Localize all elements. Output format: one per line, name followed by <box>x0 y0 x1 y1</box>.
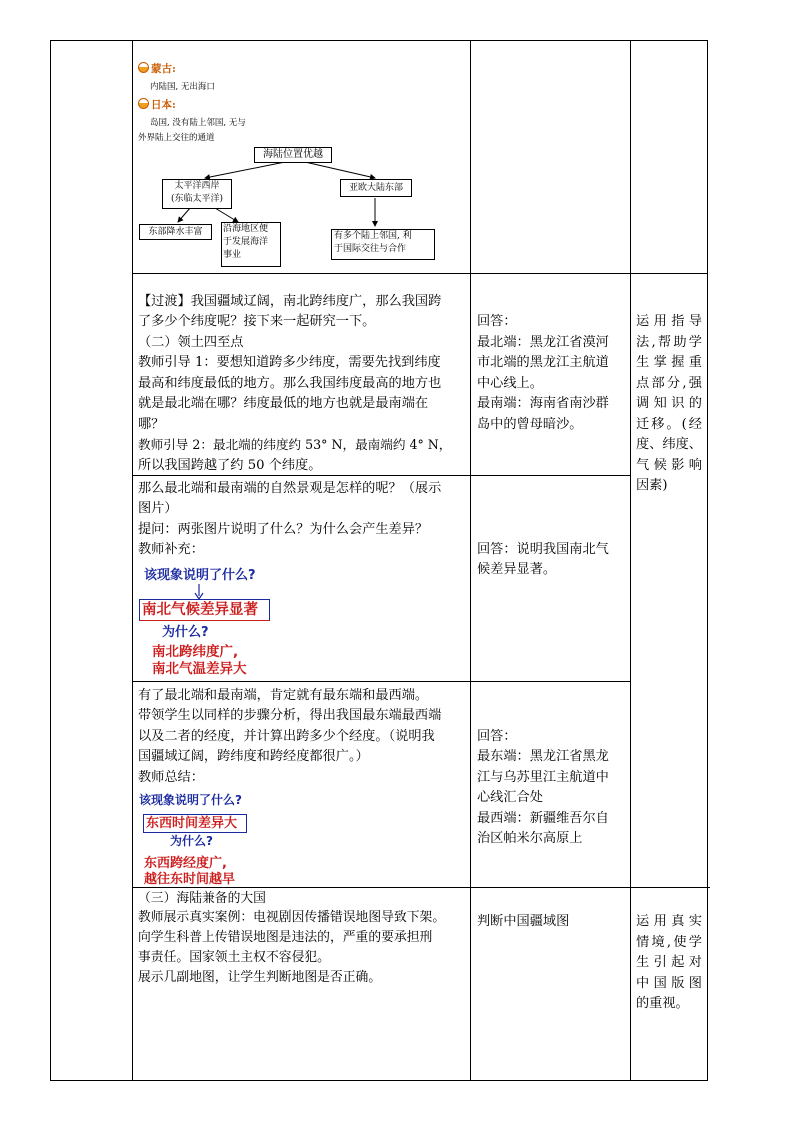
reason-line-2: 南北气温差异大 <box>152 661 247 677</box>
row-divider-3 <box>132 681 630 682</box>
text-line: 最西端：新疆维吾尔自 <box>477 811 609 826</box>
text-line: 治区帕米尔高原上 <box>477 831 583 846</box>
phenomenon-question: 该现象说明了什么? <box>144 568 256 583</box>
text-line: 岛中的曾母暗沙。 <box>477 417 583 432</box>
text-line: 中国版图 <box>636 975 702 991</box>
phenomenon-question: 该现象说明了什么? <box>139 793 242 807</box>
reason-line-2: 越往东时间越早 <box>144 872 236 887</box>
text-line: 【过渡】我国疆域辽阔，南北跨纬度广，那么我国跨 <box>138 294 442 309</box>
text-line: 所以我国跨越了约 50 个纬度。 <box>138 458 322 473</box>
text-line: 运用指导 <box>636 314 702 329</box>
diagram-leaf-precipitation: 东部降水丰富 <box>139 224 212 240</box>
text-line: 就是最北端在哪？纬度最低的地方也就是最南端在 <box>138 396 429 411</box>
text-line: 提问：两张图片说明了什么？为什么会产生差异？ <box>138 522 429 537</box>
text-line: 情境,使学 <box>636 934 702 950</box>
text-line: （三）海陆兼备的大国 <box>138 891 266 906</box>
text-line: 回答： <box>477 729 517 744</box>
text-line: 展示几副地图，让学生判断地图是否正确。 <box>138 970 382 985</box>
text-line: 调知识的 <box>636 396 702 411</box>
text-line: 最高和纬度最低的地方。那么我国纬度最高的地方也 <box>138 376 442 391</box>
japan-label: 日本: <box>138 98 176 112</box>
diagram-leaf-neighbors: 有多个陆上邻国, 利 于国际交往与合作 <box>331 229 435 260</box>
text-line: 教师补充： <box>138 542 204 557</box>
text-line: 教师引导 2：最北端的纬度约 53° N，最南端约 4° N， <box>138 437 452 452</box>
conclusion-box: 南北气候差异显著 <box>139 599 270 621</box>
row2-intent-text <box>636 312 702 497</box>
text-line: 教师总结： <box>138 770 204 785</box>
text-line: 回答： <box>477 314 517 329</box>
text-line: 法,帮助学 <box>636 334 702 350</box>
text-line: 带领学生以同样的步骤分析，得出我国最东端最西端 <box>138 708 442 723</box>
text-line: 江与乌苏里江主航道中 <box>477 770 609 785</box>
text-line: 中心线上。 <box>477 376 543 391</box>
diagram-root-node: 海陆位置优越 <box>254 147 332 163</box>
text-line: 最南端：海南省南沙群 <box>477 396 609 411</box>
text-line: 最北端：黑龙江省漠河 <box>477 335 609 350</box>
text-line: 向学生科普上传错误地图是违法的，严重的要承担刑 <box>138 930 433 945</box>
text-line: 教师引导 1：要想知道跨多少纬度，需要先找到纬度 <box>138 355 441 370</box>
text-line: 事责任。国家领土主权不容侵犯。 <box>138 950 330 965</box>
japan-description-line-2: 外界陆上交往的通道 <box>138 133 215 143</box>
row5-student-text: 判断中国疆域图 <box>477 914 570 929</box>
text-line: 点部分,强 <box>636 375 702 391</box>
diagram-right-node: 亚欧大陆东部 <box>340 179 412 197</box>
text-line: 了多少个纬度呢？接下来一起研究一下。 <box>138 314 376 329</box>
text-line: 市北端的黑龙江主航道 <box>477 355 609 370</box>
mongolia-description: 内陆国, 无出海口 <box>150 82 215 92</box>
reason-line-1: 东西跨经度广, <box>144 856 227 871</box>
japan-description-line-1: 岛国, 没有陆上邻国, 无与 <box>150 118 246 128</box>
text-line: 哪？ <box>138 417 165 432</box>
text-line: 气候影响 <box>636 457 702 473</box>
text-line: 那么最北端和最南端的自然景观是怎样的呢？（展示 <box>138 481 442 496</box>
text-line: 因素) <box>636 478 668 493</box>
mongolia-label: 蒙古: <box>138 62 176 76</box>
conclusion-box: 东西时间差异大 <box>143 814 247 833</box>
text-line: 生掌握重 <box>636 355 702 370</box>
text-line: 的重视。 <box>636 996 689 1011</box>
text-line: 国疆域辽阔，跨纬度和跨经度都很广。） <box>138 749 369 764</box>
text-line: 图片） <box>138 501 178 516</box>
text-line: 迁移。(经 <box>636 416 702 432</box>
row5-intent-text <box>636 912 702 1015</box>
reason-line-1: 南北跨纬度广, <box>152 644 239 660</box>
text-line: 度、纬度、 <box>636 437 702 452</box>
text-line: （二）领土四至点 <box>138 335 244 350</box>
text-line: 心线汇合处 <box>477 790 543 805</box>
text-line: 最东端：黑龙江省黑龙 <box>477 749 609 764</box>
arrow-down-icon <box>194 584 204 600</box>
diagram-leaf-marine: 沿海地区便 于发展海洋 事业 <box>221 222 281 267</box>
text-line: 回答：说明我国南北气 <box>477 542 609 557</box>
why-question: 为什么? <box>162 625 209 640</box>
table-bottom-border <box>50 1080 708 1081</box>
text-line: 有了最北端和最南端，肯定就有最东端和最西端。 <box>138 688 429 703</box>
text-line: 候差异显著。 <box>477 562 557 577</box>
why-question: 为什么? <box>170 834 213 848</box>
text-line: 教师展示真实案例：电视剧因传播错误地图导致下架。 <box>138 910 446 925</box>
diagram-left-node: 太平洋西岸 (东临太平洋) <box>162 179 232 209</box>
text-line: 运用真实 <box>636 914 702 929</box>
text-line: 生引起对 <box>636 955 702 970</box>
text-line: 以及二者的经度，并计算出跨多少个经度。（说明我 <box>138 729 435 744</box>
